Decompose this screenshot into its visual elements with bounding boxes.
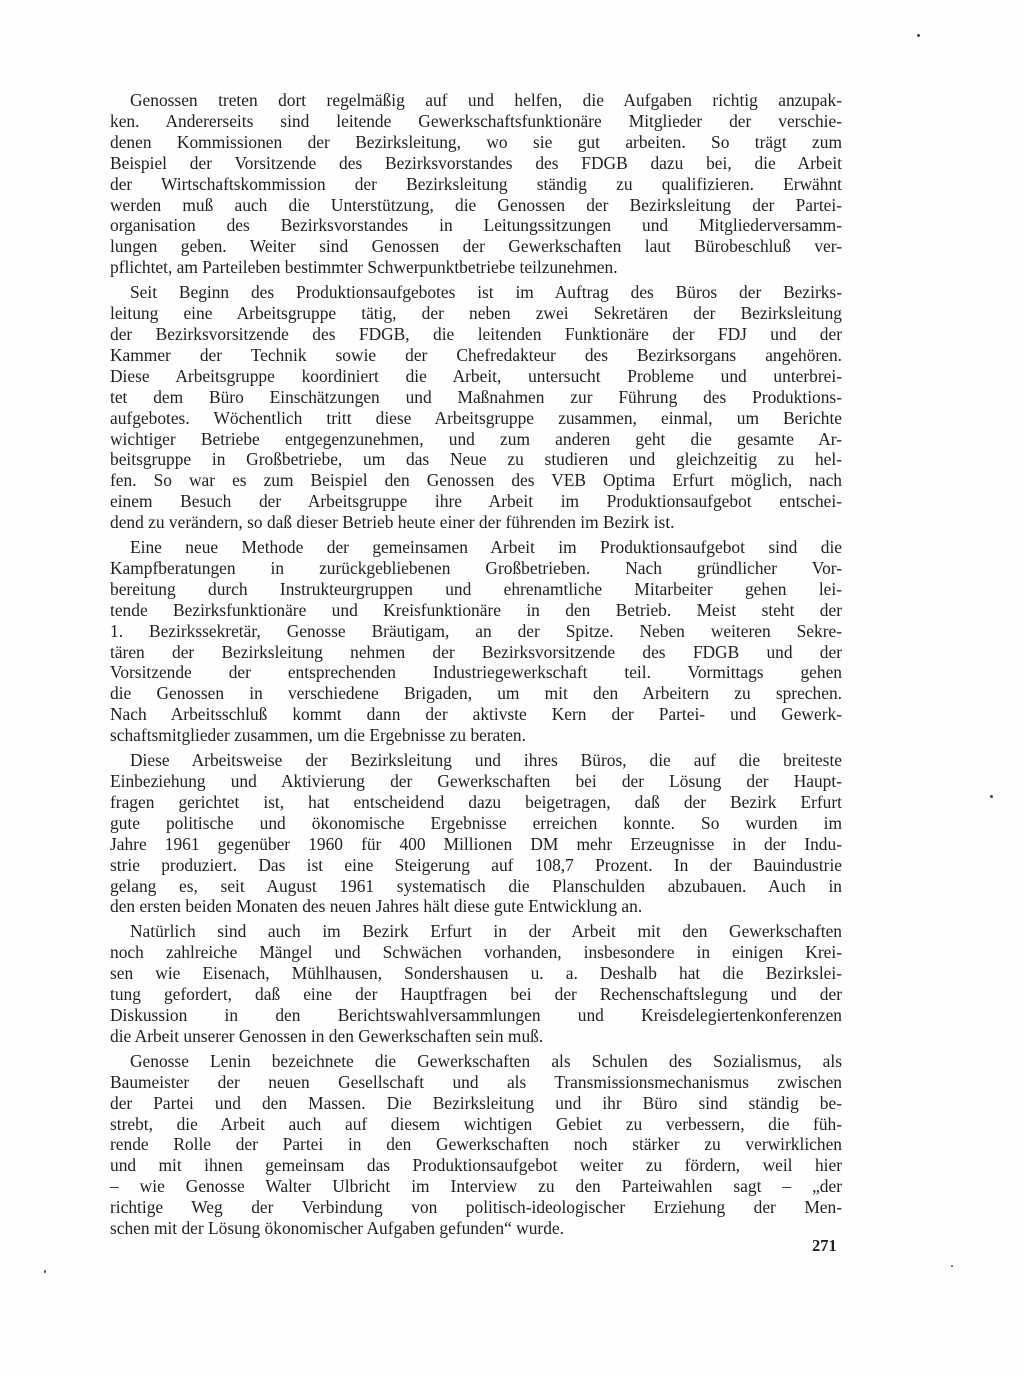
text-line: denen Kommissionen der Bezirksleitung, wo sie gut arbeiten. So trägt zum bbox=[110, 131, 842, 152]
text-line: Baumeister der neuen Gesellschaft und als Transmissionsmechanismus zwischen bbox=[110, 1071, 842, 1092]
text-line: Natürlich sind auch im Bezirk Erfurt in der Arbeit mit den Gewerkschaften bbox=[130, 921, 842, 942]
text-line: Genosse Lenin bezeichnete die Gewerkschaften als Schulen des Sozialismus, als bbox=[130, 1050, 842, 1071]
text-line: sen wie Eisenach, Mühlhausen, Sondershausen u. a. Deshalb hat die Bezirkslei- bbox=[110, 963, 842, 984]
scan-speck bbox=[990, 795, 993, 798]
text-line: tung gefordert, daß eine der Hauptfragen bei der Rechenschaftslegung und der bbox=[110, 984, 842, 1005]
text-line: fen. So war es zum Beispiel den Genossen des VEB Optima Erfurt möglich, nach bbox=[110, 470, 842, 491]
text-line: die Arbeit unserer Genossen in den Gewerkschaften sein muß. bbox=[110, 1025, 544, 1046]
text-line: strie produziert. Das ist eine Steigerung auf 108,7 Prozent. In der Bauindustrie bbox=[110, 854, 842, 875]
text-line: Beispiel der Vorsitzende des Bezirksvorstandes des FDGB dazu bei, die Arbeit bbox=[110, 152, 842, 173]
text-line: gute politische und ökonomische Ergebnisse erreichen konnte. So wurden im bbox=[110, 812, 842, 833]
paragraph bbox=[110, 750, 842, 917]
paragraph bbox=[110, 537, 842, 746]
text-line: lungen geben. Weiter sind Genossen der Gewerkschaften laut Bürobeschluß ver- bbox=[110, 236, 842, 257]
paragraph bbox=[110, 282, 842, 533]
text-line: und mit ihnen gemeinsam das Produktionsaufgebot weiter zu fördern, weil hier bbox=[110, 1155, 842, 1176]
text-line: noch zahlreiche Mängel und Schwächen vorhanden, insbesondere in einigen Krei- bbox=[110, 942, 842, 963]
text-line: wichtiger Betriebe entgegenzunehmen, und zum anderen geht die gesamte Ar- bbox=[110, 428, 842, 449]
text-line: Jahre 1961 gegenüber 1960 für 400 Millionen DM mehr Erzeugnisse in der Indu- bbox=[110, 833, 842, 854]
text-line: tären der Bezirksleitung nehmen der Bezirksvorsitzende des FDGB und der bbox=[110, 641, 842, 662]
text-line: 1. Bezirkssekretär, Genosse Bräutigam, an der Spitze. Neben weiteren Sekre- bbox=[110, 620, 842, 641]
text-line: dend zu verändern, so daß dieser Betrieb heute einer der führenden im Bezirk ist. bbox=[110, 512, 675, 533]
text-line: beitsgruppe in Großbetriebe, um das Neue zu studieren und gleichzeitig zu hel- bbox=[110, 449, 842, 470]
text-line: fragen gerichtet ist, hat entscheidend dazu beigetragen, daß der Bezirk Erfurt bbox=[110, 791, 842, 812]
text-line: – wie Genosse Walter Ulbricht im Interview zu den Parteiwahlen sagt – „der bbox=[110, 1176, 842, 1197]
text-line: Genossen treten dort regelmäßig auf und helfen, die Aufgaben richtig anzupak- bbox=[130, 90, 842, 110]
text-line: Vorsitzende der entsprechenden Industriegewerkschaft teil. Vormittags gehen bbox=[110, 662, 842, 683]
text-line: ken. Andererseits sind leitende Gewerkschaftsfunktionäre Mitglieder der verschie- bbox=[110, 110, 842, 131]
text-line: werden muß auch die Unterstützung, die Genossen der Bezirksleitung der Partei- bbox=[110, 194, 842, 215]
text-line: Einbeziehung und Aktivierung der Gewerkschaften bei der Lösung der Haupt- bbox=[110, 771, 842, 791]
text-line: Diese Arbeitsweise der Bezirksleitung und ihres Büros, die auf die breiteste bbox=[130, 750, 842, 771]
page-number: 271 bbox=[812, 1236, 837, 1255]
text-line: Kampfberatungen in zurückgebliebenen Großbetrieben. Nach gründlicher Vor- bbox=[110, 557, 842, 578]
text-line: der Partei und den Massen. Die Bezirksleitung und ihr Büro sind ständig be- bbox=[110, 1092, 842, 1113]
text-line: einem Besuch der Arbeitsgruppe ihre Arbeit im Produktionsaufgebot entschei- bbox=[110, 491, 842, 512]
text-line: Nach Arbeitsschluß kommt dann der aktivste Kern der Partei- und Gewerk- bbox=[110, 704, 842, 725]
text-line: tet dem Büro Einschätzungen und Maßnahmen zur Führung des Produktions- bbox=[110, 386, 842, 407]
text-line: leitung eine Arbeitsgruppe tätig, der neben zwei Sekretären der Bezirksleitung bbox=[110, 303, 842, 324]
text-line: der Bezirksvorsitzende des FDGB, die leitenden Funktionäre der FDJ und der bbox=[110, 323, 842, 344]
text-line: pflichtet, am Parteileben bestimmter Schwerpunktbetriebe teilzunehmen. bbox=[110, 257, 618, 278]
text-line: aufgebotes. Wöchentlich tritt diese Arbeitsgruppe zusammen, einmal, um Berichte bbox=[110, 407, 842, 428]
text-line: Eine neue Methode der gemeinsamen Arbeit im Produktionsaufgebot sind die bbox=[130, 537, 842, 558]
text-line: organisation des Bezirksvorstandes in Leitungssitzungen und Mitgliederversamm- bbox=[110, 215, 842, 236]
text-line: gelang es, seit August 1961 systematisch die Planschulden abzubauen. Auch in bbox=[110, 875, 842, 896]
scan-speck bbox=[44, 1270, 46, 1273]
text-line: schaftsmitglieder zusammen, um die Ergebnisse zu beraten. bbox=[110, 725, 526, 746]
text-line: strebt, die Arbeit auch auf diesem wichtigen Gebiet zu verbessern, die füh- bbox=[110, 1113, 842, 1134]
text-line: der Wirtschaftskommission der Bezirksleitung ständig zu qualifizieren. Erwähnt bbox=[110, 173, 842, 194]
text-line: Seit Beginn des Produktionsaufgebotes ist im Auftrag des Büros der Bezirks- bbox=[130, 282, 842, 303]
text-line: den ersten beiden Monaten des neuen Jahres hält diese gute Entwicklung an. bbox=[110, 896, 643, 917]
text-line: tende Bezirksfunktionäre und Kreisfunktionäre in den Betrieb. Meist steht der bbox=[110, 599, 842, 620]
paragraph bbox=[110, 90, 842, 278]
scan-speck bbox=[951, 1265, 953, 1267]
body-text bbox=[110, 90, 842, 1239]
text-line: rende Rolle der Partei in den Gewerkschaften noch stärker zu verwirklichen bbox=[110, 1134, 842, 1155]
paragraph bbox=[110, 1051, 842, 1239]
scan-speck bbox=[917, 34, 920, 37]
text-line: richtige Weg der Verbindung von politisch-ideologischer Erziehung der Men- bbox=[110, 1197, 842, 1218]
text-line: schen mit der Lösung ökonomischer Aufgaben gefunden“ wurde. bbox=[110, 1218, 564, 1239]
text-line: Diskussion in den Berichtswahlversammlungen und Kreisdelegiertenkonferenzen bbox=[110, 1004, 842, 1025]
text-line: die Genossen in verschiedene Brigaden, um mit den Arbeitern zu sprechen. bbox=[110, 683, 842, 704]
text-line: Kammer der Technik sowie der Chefredakteur des Bezirksorgans angehören. bbox=[110, 344, 842, 365]
text-line: Diese Arbeitsgruppe koordiniert die Arbeit, untersucht Probleme und unterbrei- bbox=[110, 365, 842, 386]
paragraph bbox=[110, 921, 842, 1046]
text-line: bereitung durch Instrukteurgruppen und ehrenamtliche Mitarbeiter gehen lei- bbox=[110, 578, 842, 599]
